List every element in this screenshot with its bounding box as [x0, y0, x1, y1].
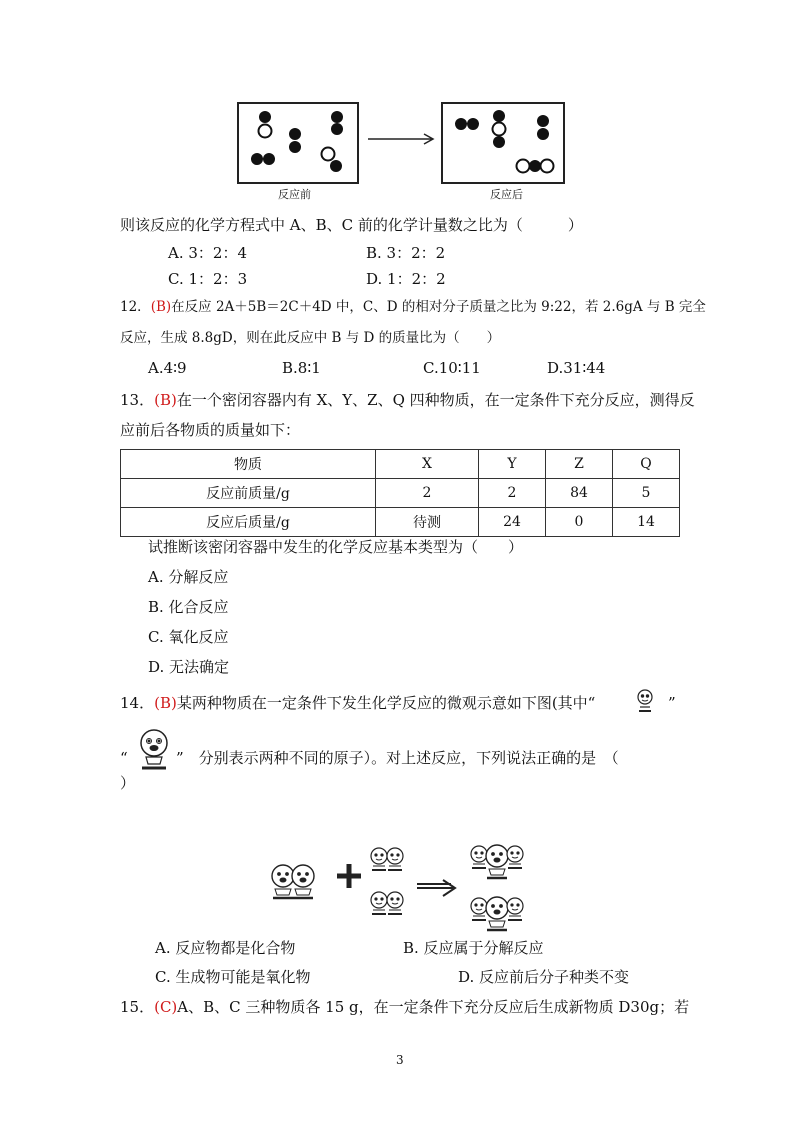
page-number: 3	[396, 1053, 404, 1067]
q14-option-d: D. 反应前后分子种类不变	[458, 968, 630, 986]
large-atom-icon	[134, 727, 174, 773]
q14-number: 14．	[120, 694, 155, 712]
table-cell: 84	[546, 479, 613, 508]
q14-quote-close: ”	[668, 694, 676, 712]
table-cell: 0	[546, 508, 613, 537]
before-molecules-figure	[239, 104, 357, 182]
q12-option-a: A.4∶9	[148, 359, 187, 377]
table-row	[121, 508, 680, 537]
table-cell: 2	[376, 479, 479, 508]
table-cell: 2	[479, 479, 546, 508]
table-cell: 反应前质量/g	[121, 479, 376, 508]
small-atom-icon	[634, 688, 656, 714]
q14-stem-line3: ）	[120, 774, 136, 792]
q14-answer: (B)	[154, 694, 177, 712]
table-header-cell: Y	[479, 450, 546, 479]
table-header-row	[121, 450, 680, 479]
q13-number: 13．	[120, 391, 155, 409]
q12-answer: (B)	[150, 299, 172, 315]
q15-number: 15．	[120, 998, 155, 1016]
q13-stem-line1: 在一个密闭容器内有 X、Y、Z、Q 四种物质，在一定条件下充分反应，测得反	[176, 391, 695, 409]
reaction-arrow-icon	[366, 132, 436, 146]
q14-line1	[120, 693, 595, 713]
table-cell: 反应后质量/g	[121, 508, 376, 537]
table-cell: 5	[613, 479, 680, 508]
q14-option-a: A. 反应物都是化合物	[155, 939, 296, 957]
table-cell: 24	[479, 508, 546, 537]
q13-option-a: A. 分解反应	[148, 568, 229, 586]
q11-stem: 则该反应的化学方程式中 A、B、C 前的化学计量数之比为（ ）	[120, 216, 583, 234]
q11-option-b: B. 3：2：2	[366, 244, 446, 262]
q11-option-d: D. 1：2：2	[366, 270, 446, 288]
q13-question: 试推断该密闭容器中发生的化学反应基本类型为（ ）	[148, 538, 524, 556]
q11-option-a: A. 3：2：4	[168, 244, 247, 262]
q13-line1	[120, 390, 695, 410]
after-reaction-box	[441, 102, 565, 184]
q15-answer: (C)	[154, 998, 178, 1016]
q12-option-b: B.8∶1	[282, 359, 321, 377]
mass-table	[120, 449, 680, 537]
q12-stem-line1: 在反应 2A＋5B＝2C＋4D 中，C、D 的相对分子质量之比为 9:22，若 2.6gA 与 B 完全	[171, 299, 706, 315]
q14-reaction-diagram	[265, 840, 530, 936]
q14-stem-line1: 某两种物质在一定条件下发生化学反应的微观示意如下图(其中“	[176, 694, 596, 712]
table-cell: 14	[613, 508, 680, 537]
before-label: 反应前	[278, 188, 311, 201]
q12-number: 12．	[120, 299, 151, 315]
q13-answer: (B)	[154, 391, 177, 409]
q12-stem-line2: 反应，生成 8.8gD，则在此反应中 B 与 D 的质量比为（ ）	[120, 330, 501, 346]
q14-option-b: B. 反应属于分解反应	[403, 939, 544, 957]
after-molecules-figure	[443, 104, 563, 182]
table-header-cell: 物质	[121, 450, 376, 479]
q14-stem-line2: ” 分别表示两种不同的原子）。对上述反应，下列说法正确的是 （	[176, 749, 619, 767]
q15-stem: A、B、C 三种物质各 15 g，在一定条件下充分反应后生成新物质 D30g；若	[177, 998, 690, 1016]
table-cell: 待测	[376, 508, 479, 537]
q14-quote-open: “	[120, 749, 128, 767]
q14-option-c: C. 生成物可能是氧化物	[155, 968, 311, 986]
after-label: 反应后	[490, 188, 523, 201]
q13-stem-line2: 应前后各物质的质量如下：	[120, 421, 301, 439]
table-header-cell: Q	[613, 450, 680, 479]
q13-option-b: B. 化合反应	[148, 598, 229, 616]
q12-line1	[120, 297, 706, 317]
q12-option-c: C.10∶11	[423, 359, 481, 377]
q15-line1	[120, 997, 689, 1017]
q11-option-c: C. 1：2：3	[168, 270, 248, 288]
q13-option-c: C. 氧化反应	[148, 628, 229, 646]
table-header-cell: Z	[546, 450, 613, 479]
table-row	[121, 479, 680, 508]
q12-option-d: D.31∶44	[547, 359, 606, 377]
table-header-cell: X	[376, 450, 479, 479]
q13-option-d: D. 无法确定	[148, 658, 230, 676]
before-reaction-box	[237, 102, 359, 184]
